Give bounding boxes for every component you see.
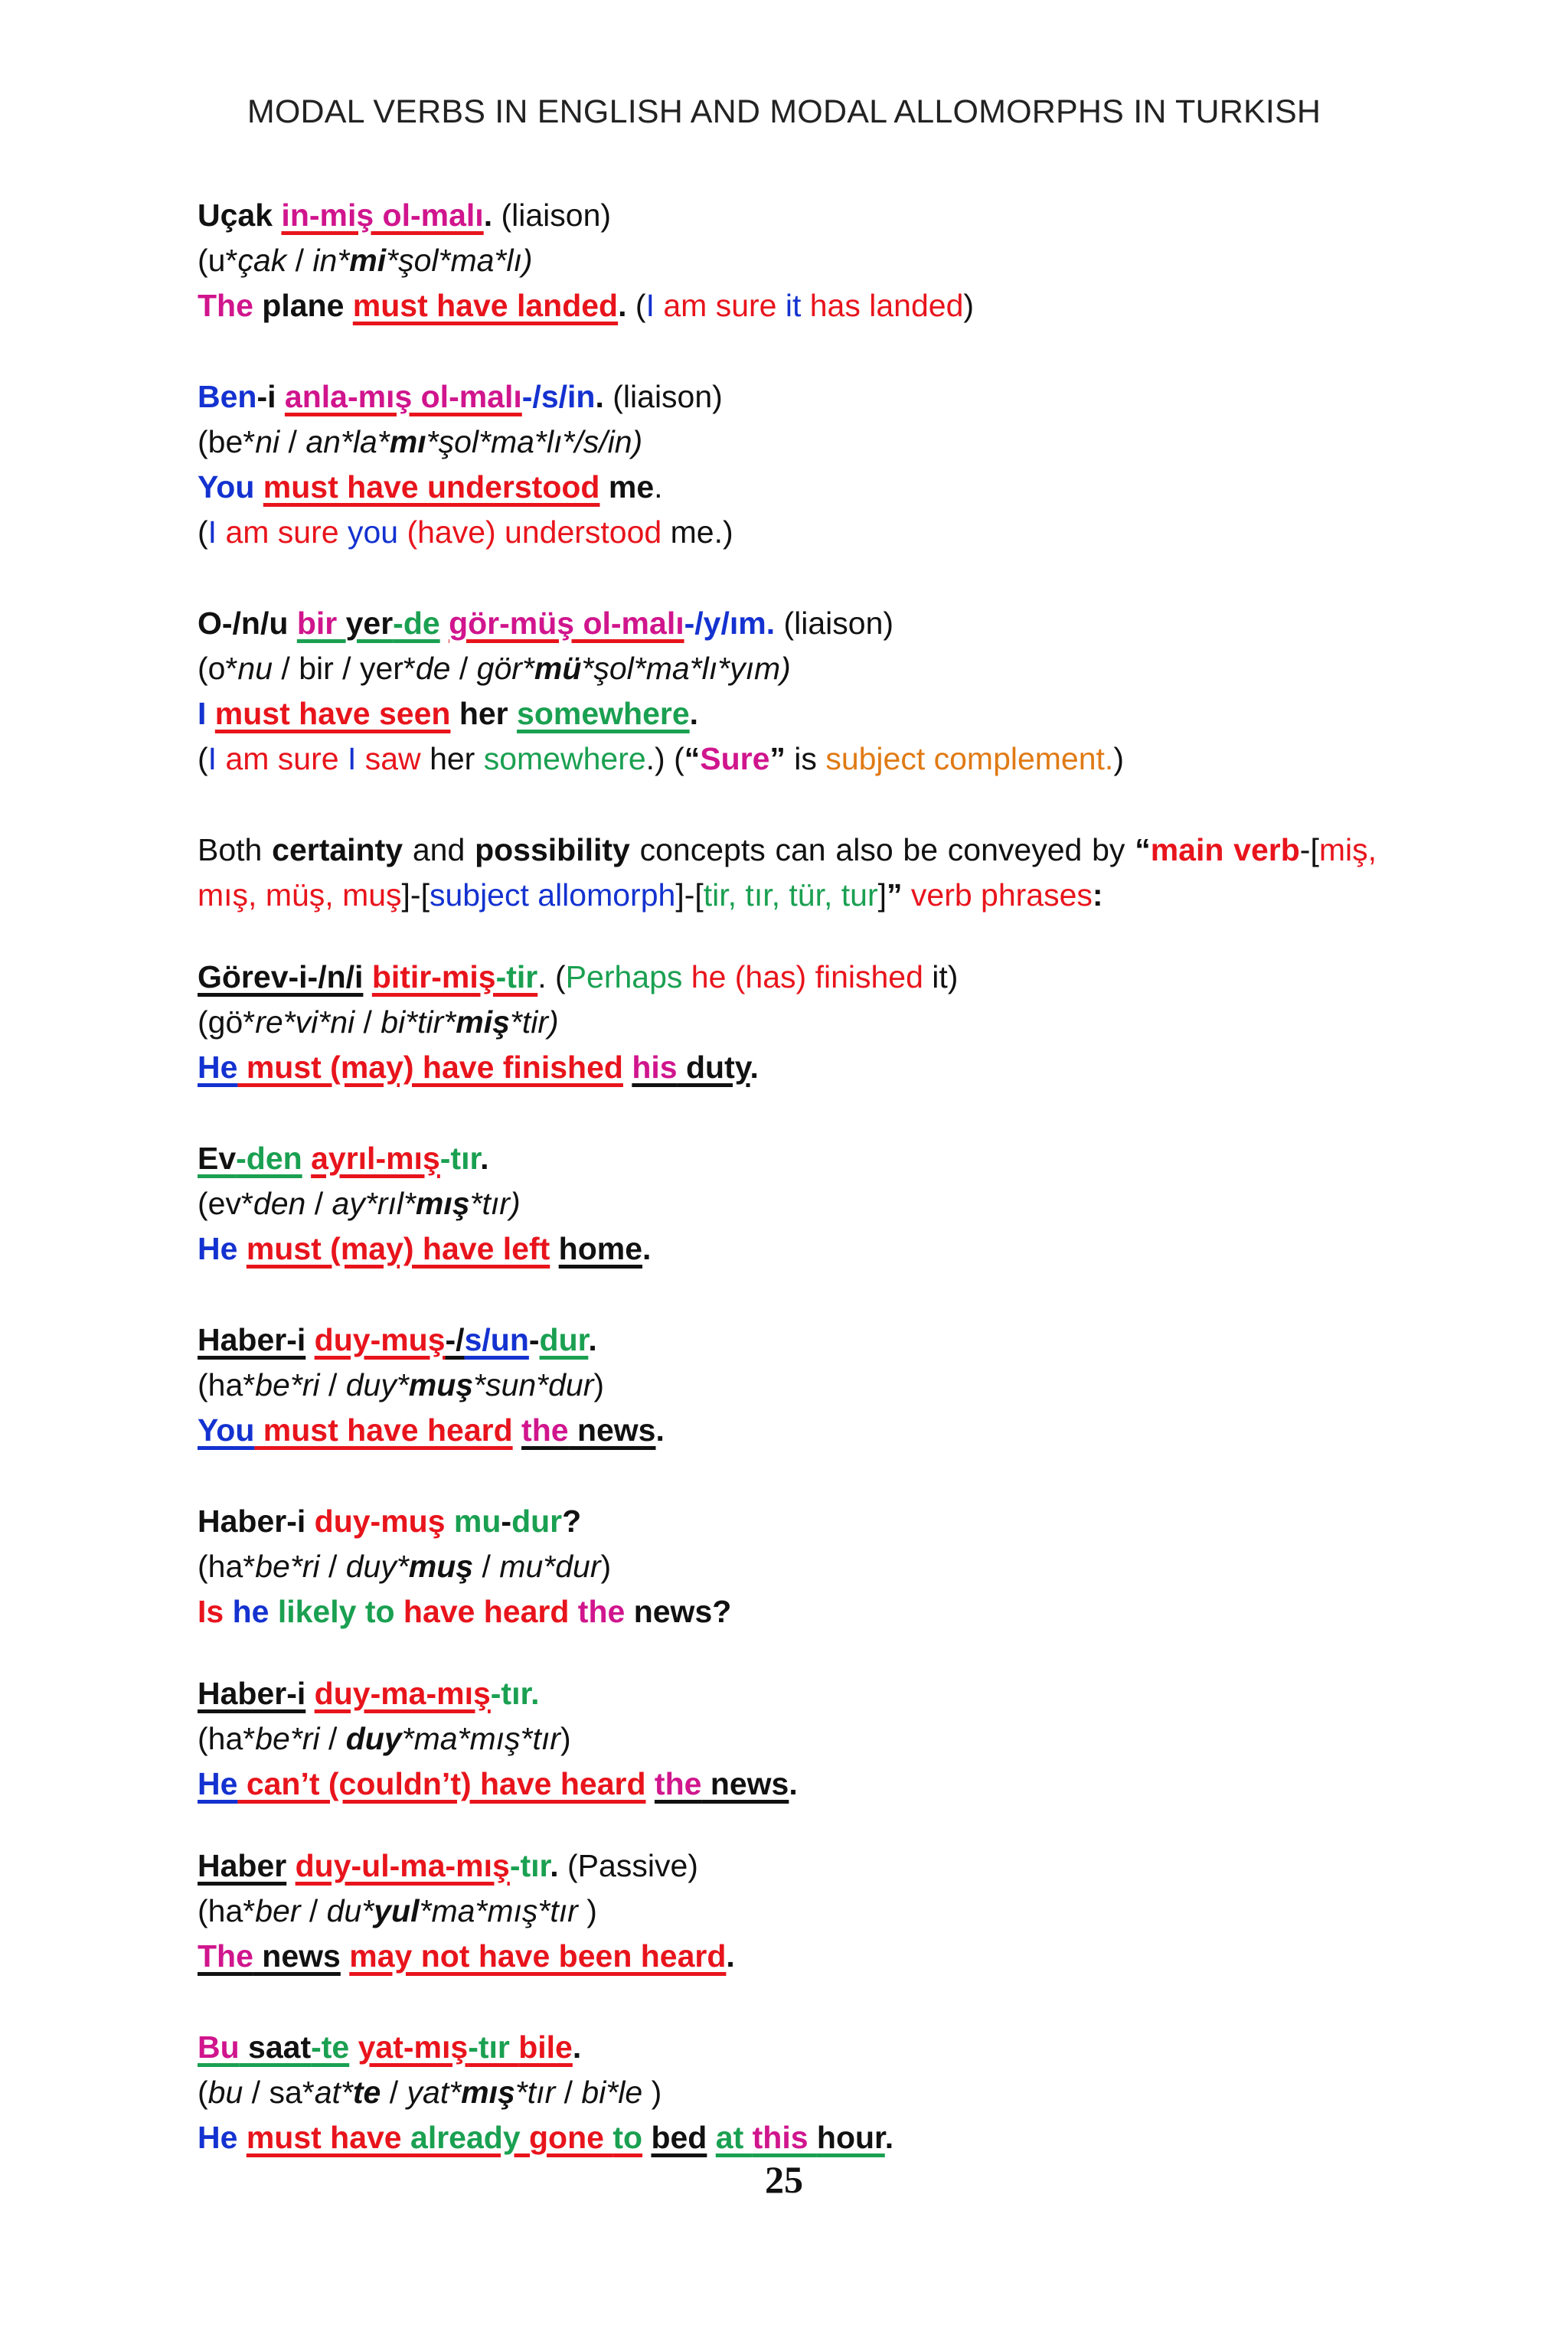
text-segment: / xyxy=(286,243,313,278)
text-line xyxy=(198,510,1377,555)
text-segment: I xyxy=(207,741,217,776)
text-segment: ber xyxy=(255,1893,301,1928)
text-segment: he xyxy=(232,1594,278,1629)
text-segment: Bu xyxy=(198,2029,240,2065)
text-segment: . xyxy=(654,469,663,504)
text-segment: (ha* xyxy=(198,1721,256,1756)
text-segment: duy xyxy=(345,1721,402,1756)
text-segment: I xyxy=(645,288,655,323)
text-segment: -tir xyxy=(495,959,538,994)
text-segment: must have understood xyxy=(263,469,600,504)
text-segment: duy-muş xyxy=(314,1504,446,1539)
text-line xyxy=(198,1226,1377,1272)
text-segment: must (may) have finished xyxy=(237,1050,623,1085)
text-line xyxy=(198,1716,1377,1762)
text-segment: ] xyxy=(877,877,887,913)
text-line xyxy=(198,1843,1377,1889)
text-segment: . xyxy=(588,1322,597,1357)
text-segment: -tır xyxy=(439,1141,481,1176)
text-segment: verb xyxy=(902,877,982,913)
text-segment xyxy=(341,1938,349,1974)
text-segment: mış xyxy=(415,1186,470,1221)
text-segment: already xyxy=(410,2120,530,2155)
text-segment: must (may) have left xyxy=(246,1231,550,1266)
text-segment: gör* xyxy=(476,651,534,686)
text-segment: ? xyxy=(562,1504,582,1539)
text-segment: it xyxy=(785,288,802,323)
text-segment: / xyxy=(555,2075,582,2110)
text-segment: -tır xyxy=(468,2029,519,2065)
text-segment: anla-mış ol-malı xyxy=(284,379,522,414)
text-segment: He xyxy=(198,2120,247,2155)
text-segment: phrases xyxy=(981,877,1093,913)
text-segment: am sure xyxy=(217,741,348,776)
text-segment: bu xyxy=(207,2075,243,2110)
text-segment: news xyxy=(701,1766,789,1801)
text-segment xyxy=(646,1766,655,1801)
text-segment: ) xyxy=(1113,741,1124,776)
text-segment: ]-[ xyxy=(675,877,704,913)
text-segment: (liaison) xyxy=(612,379,723,414)
text-segment: ayrıl-mış xyxy=(311,1141,440,1176)
text-segment: (liaison) xyxy=(501,198,612,233)
text-segment: duy* xyxy=(345,1549,409,1584)
text-segment: You xyxy=(198,1412,255,1448)
document-body xyxy=(198,193,1377,2160)
text-segment: -te xyxy=(311,2029,350,2065)
text-segment: mu*dur xyxy=(499,1549,601,1584)
text-segment: be*ri xyxy=(255,1549,320,1584)
text-segment: . xyxy=(642,1231,652,1266)
paragraph-spacer xyxy=(198,1979,1377,2025)
page-header: MODAL VERBS IN ENGLISH AND MODAL ALLOMORPHS IN TURKISH xyxy=(247,93,1321,130)
text-segment: The xyxy=(198,1938,253,1974)
text-segment: the xyxy=(654,1766,702,1801)
text-segment xyxy=(440,606,449,641)
text-segment: (u* xyxy=(198,243,238,278)
paragraph-spacer xyxy=(198,328,1377,374)
text-segment: ( xyxy=(198,2075,208,2110)
text-segment: (o* xyxy=(198,651,238,686)
text-segment: . xyxy=(726,1938,735,1974)
text-segment: mu xyxy=(453,1504,501,1539)
text-segment: *sun*dur xyxy=(473,1367,594,1402)
text-segment: must have landed xyxy=(352,288,619,323)
paragraph-spacer xyxy=(198,782,1377,828)
text-segment: concepts can also be conveyed by xyxy=(629,832,1135,867)
text-segment: s/un xyxy=(464,1322,529,1357)
text-line xyxy=(198,238,1377,283)
text-segment: mı xyxy=(389,424,426,459)
paragraph-spacer xyxy=(198,1090,1377,1136)
text-segment: . xyxy=(884,2120,894,2155)
text-segment: ” xyxy=(887,877,903,913)
text-segment: Görev-i-/n/i xyxy=(198,959,364,994)
text-segment: -/s/in xyxy=(521,379,596,414)
text-segment: / xyxy=(450,651,477,686)
text-segment: I xyxy=(207,514,217,550)
text-segment: may not have been heard xyxy=(349,1938,727,1974)
text-line xyxy=(198,1000,1377,1045)
text-segment: certainty xyxy=(272,832,403,867)
text-segment: Haber-i xyxy=(198,1322,306,1357)
text-segment: must have heard xyxy=(254,1412,513,1448)
text-segment: . xyxy=(572,2029,582,2065)
text-segment: *tır xyxy=(514,2075,556,2110)
text-segment: news? xyxy=(633,1594,732,1629)
text-segment: ) xyxy=(963,288,975,323)
text-segment: ( xyxy=(198,514,208,550)
text-segment: (ha* xyxy=(198,1549,256,1584)
text-segment: at xyxy=(715,2120,753,2155)
text-segment: ” xyxy=(769,741,786,776)
text-segment xyxy=(446,1504,454,1539)
text-segment: an*la* xyxy=(305,424,390,459)
text-segment: dur xyxy=(539,1322,589,1357)
text-segment: you xyxy=(347,514,399,550)
text-segment: / sa* xyxy=(243,2075,315,2110)
text-segment: plane xyxy=(262,288,353,323)
text-segment: . xyxy=(595,379,613,414)
text-segment: / xyxy=(473,1549,500,1584)
text-line xyxy=(198,1136,1377,1181)
text-segment: . xyxy=(480,1141,489,1176)
text-segment: / xyxy=(319,1721,346,1756)
text-segment: - xyxy=(528,1322,540,1357)
text-segment: (ha* xyxy=(198,1893,256,1928)
paragraph-spacer xyxy=(198,1272,1377,1318)
text-segment: *şol*ma*lı*yım) xyxy=(581,651,791,686)
text-segment: can’t (couldn’t) have heard xyxy=(237,1766,646,1801)
text-segment: *ma*mış*tır xyxy=(419,1893,578,1928)
text-line xyxy=(198,1889,1377,1934)
text-segment: *tir) xyxy=(509,1004,559,1040)
text-segment: somewhere xyxy=(517,696,690,731)
text-segment: possibility xyxy=(475,832,630,867)
text-segment: Haber-i xyxy=(198,1676,306,1711)
text-segment xyxy=(363,959,371,994)
text-segment: his xyxy=(632,1050,678,1085)
text-segment: yer xyxy=(345,606,394,641)
text-segment: du* xyxy=(326,1893,374,1928)
text-segment: ) xyxy=(577,1893,597,1928)
text-segment: / xyxy=(305,1186,332,1221)
text-segment: .) ( xyxy=(645,741,684,776)
text-segment: . xyxy=(750,1050,759,1085)
text-segment: hour xyxy=(816,2120,885,2155)
text-segment: ) xyxy=(600,1549,612,1584)
text-segment: duty xyxy=(677,1050,750,1085)
text-segment xyxy=(302,1141,311,1176)
text-segment: *tır) xyxy=(469,1186,521,1221)
text-segment: likely to xyxy=(277,1594,403,1629)
text-segment: mü xyxy=(534,651,582,686)
text-segment: have heard xyxy=(403,1594,578,1629)
text-segment: (have) understood xyxy=(398,514,662,550)
text-segment: subject allomorph xyxy=(429,877,676,913)
text-segment: *şol*ma*lı*/s/in) xyxy=(426,424,643,459)
text-segment: *şol*ma*lı) xyxy=(386,243,533,278)
text-segment: duy-muş xyxy=(314,1322,446,1357)
text-segment: ni xyxy=(255,424,280,459)
text-segment: mi xyxy=(349,243,387,278)
text-segment: me.) xyxy=(662,514,733,550)
text-segment: ay*rıl* xyxy=(332,1186,416,1221)
text-segment: the xyxy=(521,1412,569,1448)
text-segment: me xyxy=(599,469,655,504)
text-segment: main verb xyxy=(1150,832,1300,867)
text-segment: (be* xyxy=(198,424,256,459)
paragraph-spacer xyxy=(198,1807,1377,1843)
text-segment: *ma*mış*tır xyxy=(401,1721,560,1756)
text-segment: / bir / yer* xyxy=(273,651,416,686)
text-line xyxy=(198,2070,1377,2115)
text-line xyxy=(198,465,1377,510)
text-line xyxy=(198,2025,1377,2070)
text-segment: her xyxy=(450,696,518,731)
text-line xyxy=(198,420,1377,465)
text-segment: yat-mış xyxy=(358,2029,469,2065)
text-segment: “ xyxy=(1135,832,1151,867)
text-segment: muş xyxy=(408,1367,474,1402)
text-line xyxy=(198,283,1377,328)
text-segment: (ev* xyxy=(198,1186,253,1221)
text-line xyxy=(198,1499,1377,1544)
text-segment: The xyxy=(198,288,263,323)
text-segment: Haber-i xyxy=(198,1504,315,1539)
text-segment: in* xyxy=(312,243,350,278)
text-line xyxy=(198,691,1377,736)
text-segment: it) xyxy=(932,959,959,994)
paragraph-spacer xyxy=(198,918,1377,955)
text-segment: news xyxy=(253,1938,341,1974)
text-segment: I xyxy=(347,741,357,776)
text-segment: miş xyxy=(456,1004,510,1040)
text-line xyxy=(198,1544,1377,1589)
text-segment: nu xyxy=(237,651,273,686)
text-segment: yat* xyxy=(407,2075,462,2110)
text-segment: and xyxy=(403,832,475,867)
text-segment: am sure xyxy=(654,288,786,323)
text-segment: O-/n/u xyxy=(198,606,297,641)
text-segment: Haber xyxy=(198,1848,287,1883)
text-line xyxy=(198,1762,1377,1807)
text-segment: Uçak xyxy=(198,198,282,233)
text-segment: subject complement. xyxy=(825,741,1114,776)
text-segment: dur xyxy=(511,1504,563,1539)
text-segment: in-miş ol-malı xyxy=(281,198,484,233)
text-segment xyxy=(286,1848,295,1883)
text-segment: Ev xyxy=(198,1141,237,1176)
text-segment: tir, tır, tür, tur xyxy=(703,877,878,913)
text-line xyxy=(198,1408,1377,1453)
text-segment: -i xyxy=(256,379,285,414)
text-segment: ) xyxy=(642,2075,662,2110)
text-segment: bed xyxy=(651,2120,707,2155)
text-segment xyxy=(550,1231,558,1266)
text-segment: He xyxy=(198,1050,238,1085)
text-segment: bile xyxy=(518,2029,573,2065)
text-segment: . xyxy=(483,198,501,233)
text-segment: ) xyxy=(593,1367,605,1402)
text-segment: He xyxy=(198,1766,238,1801)
text-segment xyxy=(305,1676,314,1711)
text-segment: the xyxy=(577,1594,634,1629)
paragraph-spacer xyxy=(198,1453,1377,1499)
text-segment: must have xyxy=(246,2120,411,2155)
text-segment: must have seen xyxy=(214,696,451,731)
text-segment: saw xyxy=(356,741,430,776)
text-segment: somewhere xyxy=(483,741,646,776)
text-segment: be*ri xyxy=(255,1367,320,1402)
text-segment: - xyxy=(501,1504,512,1539)
text-segment: yul xyxy=(374,1893,420,1928)
text-segment: (gö* xyxy=(198,1004,256,1040)
text-line xyxy=(198,374,1377,420)
text-segment: / xyxy=(354,1004,381,1040)
text-segment: / xyxy=(319,1367,346,1402)
text-segment: miş, mış, müş, muş xyxy=(198,832,1377,913)
text-segment: . xyxy=(789,1766,798,1801)
text-segment xyxy=(513,1412,521,1448)
text-segment: gone xyxy=(529,2120,613,2155)
text-segment: . xyxy=(689,696,699,731)
text-segment: çak xyxy=(237,243,287,278)
text-segment: / xyxy=(300,1893,327,1928)
text-segment: be*ri xyxy=(255,1721,320,1756)
text-segment: bitir-miş xyxy=(371,959,496,994)
text-segment: bi*tir* xyxy=(381,1004,456,1040)
text-segment: ( xyxy=(198,741,208,776)
text-segment xyxy=(642,2120,651,2155)
text-segment: . xyxy=(550,1848,568,1883)
text-segment: (liaison) xyxy=(775,606,894,641)
text-segment: ]-[ xyxy=(401,877,430,913)
text-line xyxy=(198,736,1377,782)
text-segment: / xyxy=(381,2075,407,2110)
text-segment: den xyxy=(253,1186,306,1221)
text-segment: Perhaps xyxy=(565,959,691,994)
body-paragraph xyxy=(198,828,1377,918)
text-segment: . ( xyxy=(537,959,566,994)
text-line xyxy=(198,1589,1377,1634)
text-segment: -den xyxy=(236,1141,302,1176)
text-segment: (Passive) xyxy=(567,1848,698,1883)
text-segment: : xyxy=(1092,877,1103,913)
text-line xyxy=(198,1671,1377,1716)
text-segment: muş xyxy=(408,1549,474,1584)
text-segment: this xyxy=(752,2120,817,2155)
text-segment: He xyxy=(198,1231,247,1266)
text-segment: Ben xyxy=(198,379,257,414)
text-segment: -[ xyxy=(1299,832,1319,867)
text-line xyxy=(198,646,1377,691)
text-line xyxy=(198,955,1377,1000)
text-segment: at* xyxy=(314,2075,353,2110)
text-segment: de xyxy=(415,651,451,686)
text-segment: . xyxy=(655,1412,665,1448)
page-number: 25 xyxy=(765,2158,803,2201)
text-segment: mış xyxy=(461,2075,515,2110)
text-segment: “ xyxy=(684,741,701,776)
text-segment: has landed xyxy=(801,288,964,323)
text-segment: -tır. xyxy=(490,1676,540,1711)
text-segment xyxy=(305,1322,314,1357)
text-line xyxy=(198,1181,1377,1226)
text-segment: . xyxy=(618,288,635,323)
text-line xyxy=(198,1318,1377,1363)
text-segment: gör-müş ol-malı xyxy=(449,606,684,641)
text-segment xyxy=(349,2029,358,2065)
text-line xyxy=(198,1934,1377,1979)
text-segment: duy-ul-ma-mış xyxy=(295,1848,510,1883)
text-segment: -/y/ım. xyxy=(684,606,776,641)
text-segment: duy* xyxy=(345,1367,409,1402)
text-line xyxy=(198,193,1377,238)
text-segment xyxy=(623,1050,632,1085)
text-segment: ) xyxy=(560,1721,571,1756)
text-segment: -/ xyxy=(445,1322,465,1357)
text-segment: ( xyxy=(635,288,646,323)
text-segment: -tır xyxy=(509,1848,550,1883)
text-segment: is xyxy=(785,741,826,776)
text-segment: / xyxy=(279,424,306,459)
paragraph-spacer xyxy=(198,555,1377,601)
text-line xyxy=(198,2115,1377,2160)
text-segment: bi*le xyxy=(581,2075,643,2110)
text-segment xyxy=(707,2120,715,2155)
text-segment: news xyxy=(568,1412,656,1448)
text-segment: Is xyxy=(198,1594,233,1629)
text-segment: (ha* xyxy=(198,1367,256,1402)
text-line xyxy=(198,1045,1377,1090)
text-segment: saat xyxy=(239,2029,312,2065)
text-segment: Sure xyxy=(700,741,770,776)
paragraph-spacer xyxy=(198,1634,1377,1671)
text-segment: bir xyxy=(296,606,346,641)
text-line xyxy=(198,601,1377,646)
text-segment: he (has) finished xyxy=(691,959,933,994)
text-line xyxy=(198,1363,1377,1408)
text-segment: / xyxy=(319,1549,346,1584)
text-segment: duy-ma-mış xyxy=(314,1676,491,1711)
text-segment: re*vi*ni xyxy=(255,1004,355,1040)
text-segment: am sure xyxy=(217,514,348,550)
text-segment: Both xyxy=(198,832,273,867)
text-segment: te xyxy=(352,2075,381,2110)
text-segment: to xyxy=(612,2120,643,2155)
text-segment: -de xyxy=(393,606,440,641)
text-segment: You xyxy=(198,469,263,504)
text-segment: I xyxy=(198,696,215,731)
text-segment: home xyxy=(558,1231,643,1266)
text-segment: her xyxy=(430,741,484,776)
